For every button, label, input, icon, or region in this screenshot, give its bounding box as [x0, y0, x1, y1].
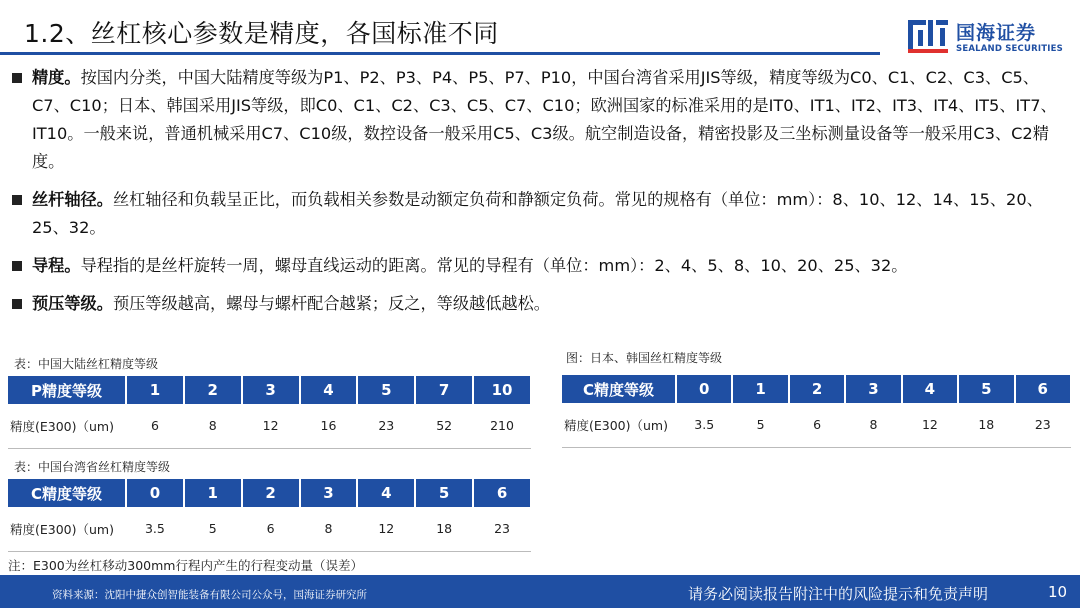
table-header-cell: 3 — [845, 375, 901, 403]
table-cell: 12 — [242, 404, 300, 448]
table-header-row — [8, 479, 531, 507]
bullet-preload — [10, 290, 1072, 318]
table-header-cell: 3 — [242, 376, 300, 404]
disclaimer-text: 请务必阅读报告附注中的风险提示和免责声明 — [688, 585, 989, 603]
table-header-cell: 0 — [126, 479, 184, 507]
table-header-row — [562, 375, 1071, 403]
table-cell: 23 — [1015, 403, 1071, 447]
bullet-term: 丝杆轴径。 — [32, 190, 113, 209]
table-cell: 3.5 — [126, 507, 184, 551]
table-header-cell: 4 — [357, 479, 415, 507]
table-cell: 6 — [789, 403, 845, 447]
bullet-square-icon — [12, 261, 22, 271]
table-mainland-precision — [8, 376, 532, 449]
table-header-cell: 4 — [902, 375, 958, 403]
table-cell: 12 — [357, 507, 415, 551]
table-row — [8, 507, 531, 551]
bullet-text: 预压等级越高，螺母与螺杆配合越紧；反之，等级越低越松。 — [112, 294, 550, 313]
table-cell: 23 — [473, 507, 531, 551]
table-header-cell: 1 — [732, 375, 788, 403]
table-header-cell: 1 — [126, 376, 184, 404]
table-header-cell: 2 — [184, 376, 242, 404]
table-cell: 8 — [845, 403, 901, 447]
bullet-term: 精度。 — [32, 68, 81, 87]
table-caption-mainland: 表：中国大陆丝杠精度等级 — [14, 357, 159, 371]
table-row-label: 精度(E300)（um) — [562, 403, 676, 447]
table-header-cell: 6 — [473, 479, 531, 507]
table-header-cell: 2 — [789, 375, 845, 403]
table-cell: 8 — [300, 507, 358, 551]
table-cell: 8 — [184, 404, 242, 448]
table-header-cell: 2 — [242, 479, 300, 507]
bullet-text: 按国内分类，中国大陆精度等级为P1、P2、P3、P4、P5、P7、P10，中国台湾省采用JIS等级，精度等级为C0、C1、C2、C3、C5、C7、C10；日本、韩国采用JIS等级，即C0、C1、C2、C3、C5、C7、C10；欧洲国家的标准采用的是IT0、IT1、IT2、IT3、IT4、IT5、IT7、IT10。一般来说，普通机械采用C7、C10级，数控设备一般采用C5、C3级。航空制造设备，精密投影及三坐标测量设备等一般采用C3、C2精度。 — [32, 68, 1057, 171]
page-number: 10 — [1048, 583, 1068, 601]
page-title: 1.2、丝杠核心参数是精度，各国标准不同 — [24, 19, 499, 48]
table-cell: 23 — [357, 404, 415, 448]
logo-text-en: SEALAND SECURITIES — [956, 44, 1063, 54]
table-cell: 6 — [126, 404, 184, 448]
table-cell: 52 — [415, 404, 473, 448]
bullet-precision — [10, 64, 1072, 176]
table-japan-korea-precision — [562, 375, 1072, 448]
bullet-square-icon — [12, 195, 22, 205]
table-header-cell: P精度等级 — [8, 376, 126, 404]
logo-text-cn: 国海证券 — [956, 22, 1037, 44]
table-note: 注：E300为丝杠移动300mm行程内产生的行程变动量（误差） — [8, 558, 363, 573]
table-row-label: 精度(E300)（um) — [8, 404, 126, 448]
bullet-lead — [10, 252, 1072, 280]
table-header-cell: 5 — [357, 376, 415, 404]
table-header-cell: 5 — [958, 375, 1014, 403]
source-text: 资料来源：沈阳中捷众创智能装备有限公司公众号，国海证券研究所 — [52, 589, 367, 601]
table-header-cell: 3 — [300, 479, 358, 507]
company-logo — [906, 16, 1066, 58]
bullet-text: 丝杠轴径和负载呈正比，而负载相关参数是动额定负荷和静额定负荷。常见的规格有（单位：mm）：8、10、12、14、15、20、25、32。 — [32, 190, 1043, 237]
table-header-cell: 5 — [415, 479, 473, 507]
table-cell: 3.5 — [676, 403, 732, 447]
table-cell: 12 — [902, 403, 958, 447]
table-cell: 6 — [242, 507, 300, 551]
bullet-term: 预压等级。 — [32, 294, 113, 313]
table-cell: 18 — [958, 403, 1014, 447]
table-header-cell: 4 — [300, 376, 358, 404]
table-taiwan-precision — [8, 479, 532, 552]
table-caption-japan-korea: 图：日本、韩国丝杠精度等级 — [566, 351, 723, 365]
sealand-logo-icon — [906, 16, 950, 56]
table-header-cell: 6 — [1015, 375, 1071, 403]
table-caption-taiwan: 表：中国台湾省丝杠精度等级 — [14, 460, 171, 474]
table-header-cell: 7 — [415, 376, 473, 404]
table-row — [562, 403, 1071, 447]
bullet-square-icon — [12, 299, 22, 309]
bullet-term: 导程。 — [32, 256, 81, 275]
title-divider — [0, 52, 880, 55]
table-header-cell: C精度等级 — [8, 479, 126, 507]
table-header-cell: 0 — [676, 375, 732, 403]
table-cell: 210 — [473, 404, 531, 448]
bullet-list — [10, 64, 1072, 328]
table-header-cell: 10 — [473, 376, 531, 404]
table-header-cell: C精度等级 — [562, 375, 676, 403]
table-cell: 16 — [300, 404, 358, 448]
table-cell: 18 — [415, 507, 473, 551]
table-cell: 5 — [184, 507, 242, 551]
table-row-label: 精度(E300)（um) — [8, 507, 126, 551]
bullet-text: 导程指的是丝杆旋转一周，螺母直线运动的距离。常见的导程有（单位：mm）：2、4、5、8、10、20、25、32。 — [80, 256, 908, 275]
table-header-row — [8, 376, 531, 404]
bullet-square-icon — [12, 73, 22, 83]
table-row — [8, 404, 531, 448]
table-cell: 5 — [732, 403, 788, 447]
table-header-cell: 1 — [184, 479, 242, 507]
bullet-shaft-diameter — [10, 186, 1072, 242]
